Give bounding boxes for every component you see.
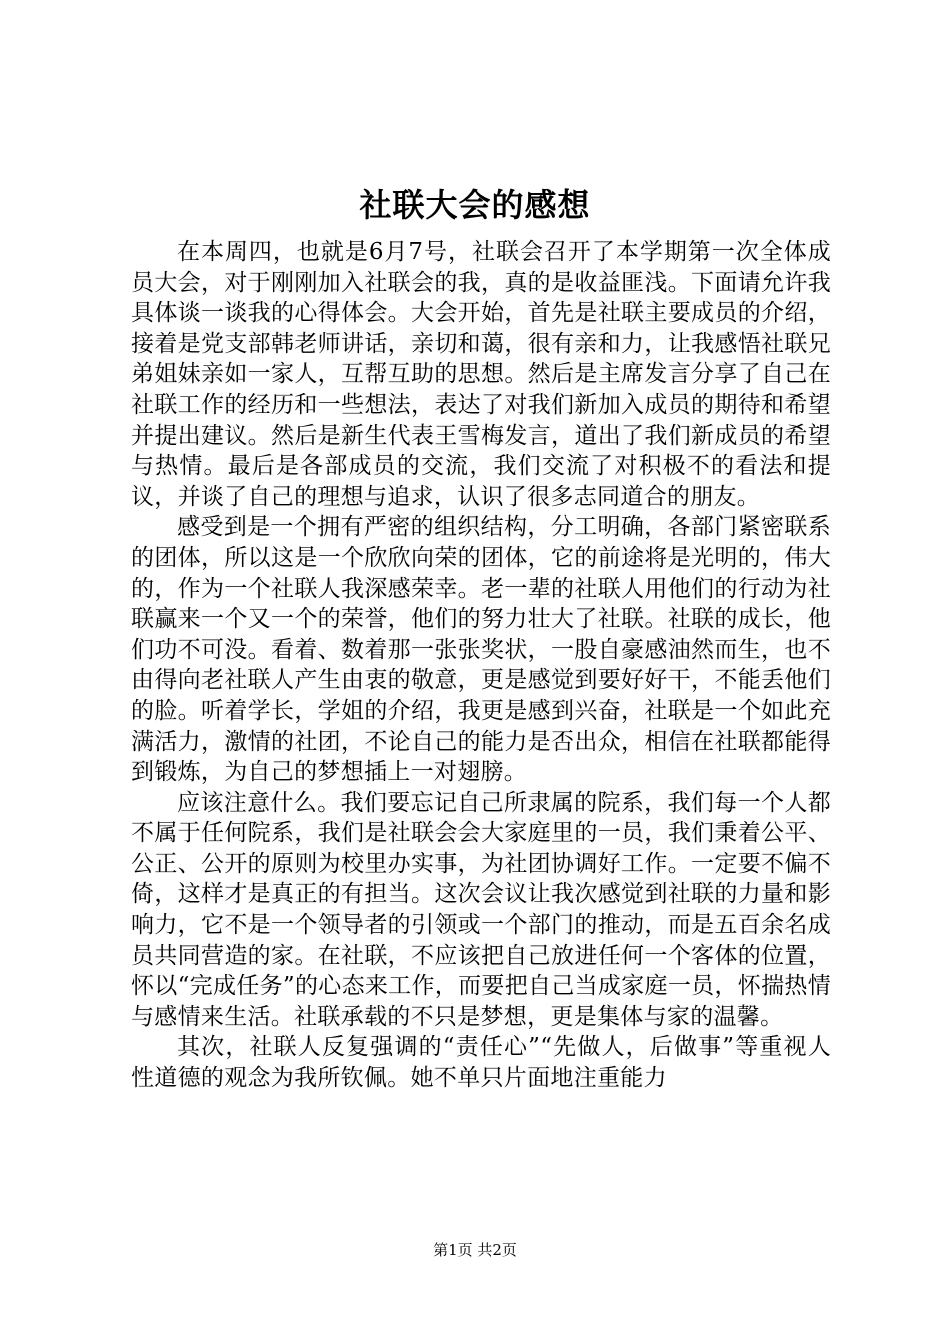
- document-body: [131, 237, 831, 1094]
- document-title: 社联大会的感想: [359, 186, 591, 224]
- paragraph-4: 其次，社联人反复强调的“责任心”“先做人，后做事”等重视人性道德的观念为我所钦佩。她不单只片面地注重能力: [131, 1034, 831, 1092]
- paragraph-2: 感受到是一个拥有严密的组织结构，分工明确，各部门紧密联系的团体，所以这是一个欣欣向荣的团体，它的前途将是光明的，伟大的，作为一个社联人我深感荣幸。老一辈的社联人用他们的行动为社联赢来一个又一个的荣誉，他们的努力壮大了社联。社联的成长，他们功不可没。看着、数着那一张张奖状，一股自豪感油然而生，也不由得向老社联人产生由衷的敬意，更是感觉到要好好干，不能丢他们的脸。听着学长，学姐的介绍，我更是感到兴奋，社联是一个如此充满活力，激情的社团，不论自己的能力是否出众，相信在社联都能得到锻炼，为自己的梦想插上一对翅膀。: [131, 514, 831, 786]
- paragraph-3: 应该注意什么。我们要忘记自己所隶属的院系，我们每一个人都不属于任何院系，我们是社联会会大家庭里的一员，我们秉着公平、公正、公开的原则为校里办实事，为社团协调好工作。一定要不偏不倚，这样才是真正的有担当。这次会议让我次感觉到社联的力量和影响力，它不是一个领导者的引领或一个部门的推动，而是五百余名成员共同营造的家。在社联，不应该把自己放进任何一个客体的位置，怀以“完成任务”的心态来工作，而要把自己当成家庭一员，怀揣热情与感情来生活。社联承载的不只是梦想，更是集体与家的温馨。: [131, 789, 831, 1030]
- page-number-footer: 第1页 共2页: [433, 1241, 517, 1259]
- paragraph-1: 在本周四，也就是6月7号，社联会召开了本学期第一次全体成员大会，对于刚刚加入社联会的我，真的是收益匪浅。下面请允许我具体谈一谈我的心得体会。大会开始，首先是社联主要成员的介绍，接着是党支部韩老师讲话，亲切和蔼，很有亲和力，让我感悟社联兄弟姐妹亲如一家人，互帮互助的思想。然后是主席发言分享了自己在社联工作的经历和一些想法，表达了对我们新加入成员的期待和希望并提出建议。然后是新生代表王雪梅发言，道出了我们新成员的希望与热情。最后是各部成员的交流，我们交流了对积极不的看法和提议，并谈了自己的理想与追求，认识了很多志同道合的朋友。: [131, 239, 831, 510]
